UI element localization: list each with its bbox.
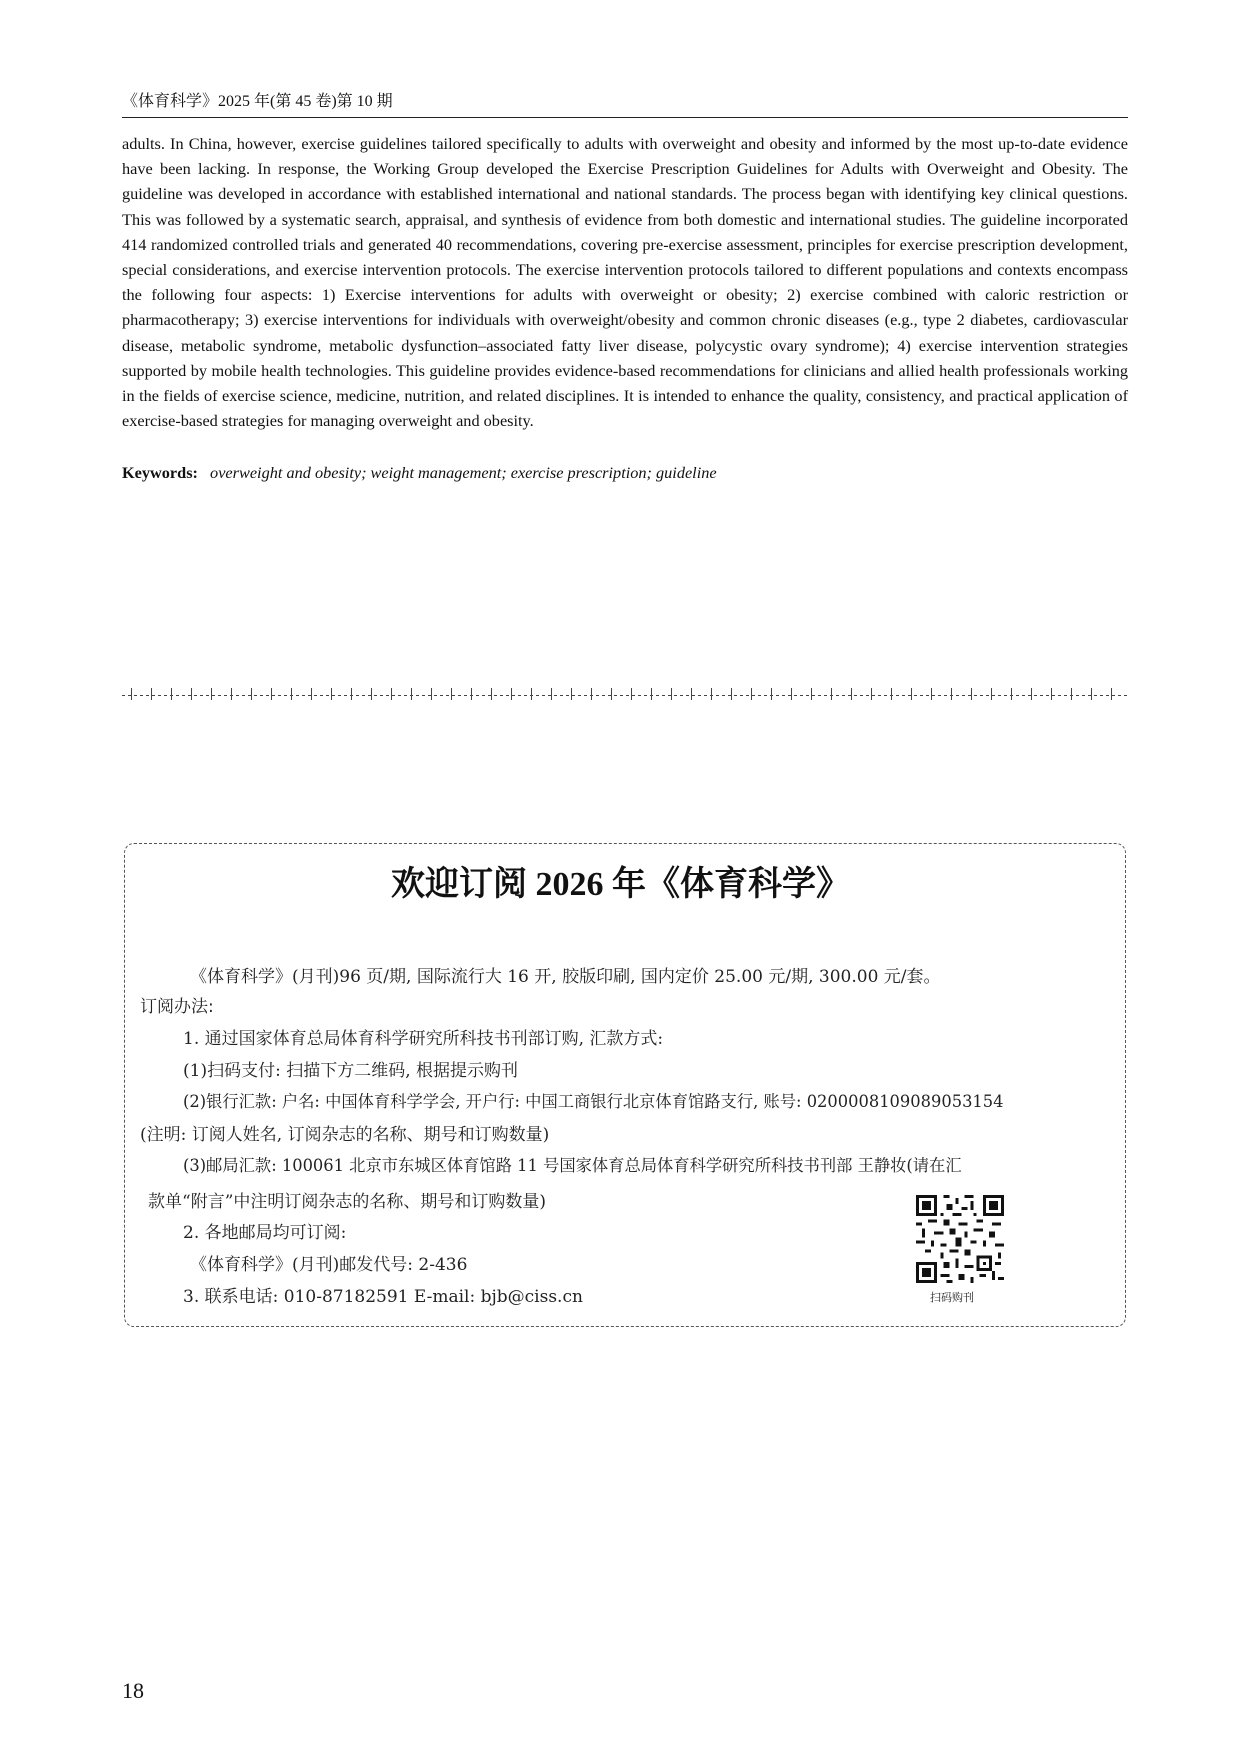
divider-cross-marks (122, 688, 1130, 700)
subscription-item-1: 1. 通过国家体育总局体育科学研究所科技书刊部订购, 汇款方式: (183, 1029, 664, 1049)
subscription-title: 欢迎订阅 2026 年《体育科学》 (391, 866, 850, 903)
subscription-method-heading: 订阅办法: (140, 997, 214, 1017)
subscription-item-2-detail: 《体育科学》(月刊)邮发代号: 2-436 (190, 1255, 468, 1275)
subscription-item-1-1: (1)扫码支付: 扫描下方二维码, 根据提示购刊 (183, 1061, 519, 1081)
subscription-item-1-2: (2)银行汇款: 户名: 中国体育科学学会, 开户行: 中国工商银行北京体育馆路支行, 账号: 0200008109089053154 (183, 1092, 1004, 1111)
qr-code-icon[interactable] (916, 1195, 1004, 1283)
page-number: 18 (122, 1678, 144, 1703)
abstract-text: adults. In China, however, exercise guidelines tailored specifically to adults with overweight and obesity and informed by the most up-to-date evidence have been lacking. In response, the Working Group developed the Exercise Prescription Guidelines for Adults with Overweight and Obesity. The guideline was developed in accordance with established international and national standards. The process began with identifying key clinical questions. This was followed by a systematic search, appraisal, and synthesis of evidence from both domestic and international studies. The guideline incorporated 414 randomized controlled trials and generated 40 recommendations, covering pre-exercise assessment, principles for exercise prescription development, special considerations, and exercise intervention protocols. The exercise intervention protocols tailored to different populations and contexts encompass the following four aspects: 1) Exercise interventions for adults with overweight or obesity; 2) exercise combined with caloric restriction or pharmacotherapy; 3) exercise interventions for individuals with overweight/obesity and common chronic diseases (e.g., type 2 diabetes, cardiovascular disease, metabolic syndrome, metabolic dysfunction–associated fatty liver disease, polycystic ovary syndrome); 4) exercise intervention strategies supported by mobile health technologies. This guideline provides evidence-based recommendations for clinicians and allied health professionals working in the fields of exercise science, medicine, nutrition, and related disciplines. It is intended to enhance the quality, consistency, and practical application of exercise-based strategies for managing overweight and obesity. (122, 134, 1128, 431)
subscription-item-1-3: (3)邮局汇款: 100061 北京市东城区体育馆路 11 号国家体育总局体育科学研究所科技书刊部 王静妆(请在汇 (183, 1156, 962, 1175)
qr-caption: 扫码购刊 (930, 1291, 974, 1304)
keywords-list: overweight and obesity; weight management; exercise prescription; guideline (210, 463, 717, 482)
subscription-intro: 《体育科学》(月刊)96 页/期, 国际流行大 16 开, 胶版印刷, 国内定价 25.00 元/期, 300.00 元/套。 (190, 967, 941, 987)
subscription-item-3: 3. 联系电话: 010-87182591 E-mail: bjb@ciss.cn (183, 1287, 583, 1307)
subscription-item-1-2-note: (注明: 订阅人姓名, 订阅杂志的名称、期号和订购数量) (140, 1125, 550, 1145)
section-divider (122, 693, 1130, 697)
subscription-item-1-3-cont: 款单“附言”中注明订阅杂志的名称、期号和订购数量) (148, 1192, 547, 1212)
subscription-item-2: 2. 各地邮局均可订阅: (183, 1223, 347, 1243)
running-head: 《体育科学》2025 年(第 45 卷)第 10 期 (122, 88, 1128, 118)
keywords-label: Keywords: (122, 463, 198, 482)
keywords (122, 460, 1128, 485)
